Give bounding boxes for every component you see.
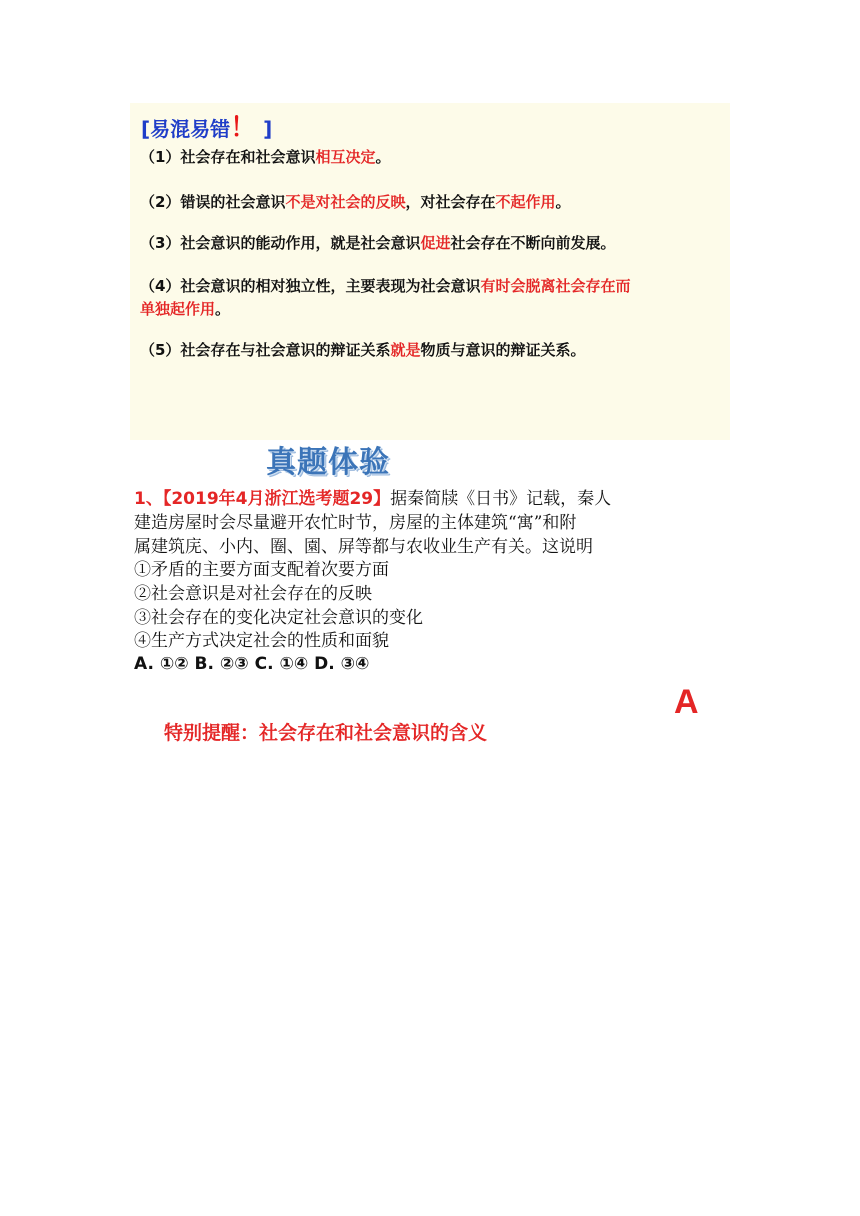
confusion-item-4-line2: 单独起作用。 xyxy=(140,300,231,318)
question-line-2: 建造房屋时会尽量避开农忙时节，房屋的主体建筑“寓”和附 xyxy=(134,513,577,533)
confusion-item-5: （5）社会存在与社会意识的辩证关系就是物质与意识的辩证关系。 xyxy=(140,341,586,359)
question-line-3: 属建筑庑、小内、圈、園、屏等都与农收业生产有关。这说明 xyxy=(134,537,593,557)
special-reminder: 特别提醒：社会存在和社会意识的含义 xyxy=(164,722,488,744)
confusion-item-3: （3）社会意识的能动作用，就是社会意识促进社会存在不断向前发展。 xyxy=(140,234,616,252)
answer-options: A. ①② B. ②③ C. ①④ D. ③④ xyxy=(134,654,370,674)
confusion-item-4-line1: （4）社会意识的相对独立性，主要表现为社会意识有时会脱离社会存在而 xyxy=(140,277,631,295)
confusion-item-2: （2）错误的社会意识不是对社会的反映，对社会存在不起作用。 xyxy=(140,193,571,211)
confusion-item-1: （1）社会存在和社会意识相互决定。 xyxy=(140,148,391,166)
statement-1: ①矛盾的主要方面支配着次要方面 xyxy=(134,560,389,580)
question-line-1: 1、【2019年4月浙江选考题29】据秦简牍《日书》记载，秦人 xyxy=(134,489,612,509)
confusion-box-title: [易混易错！ ] xyxy=(141,113,273,143)
statement-3: ③社会存在的变化决定社会意识的变化 xyxy=(134,608,423,628)
statement-2: ②社会意识是对社会存在的反映 xyxy=(134,584,372,604)
correct-answer: A xyxy=(674,683,699,721)
statement-4: ④生产方式决定社会的性质和面貌 xyxy=(134,631,389,651)
exam-heading: 真题体验 xyxy=(266,445,390,480)
